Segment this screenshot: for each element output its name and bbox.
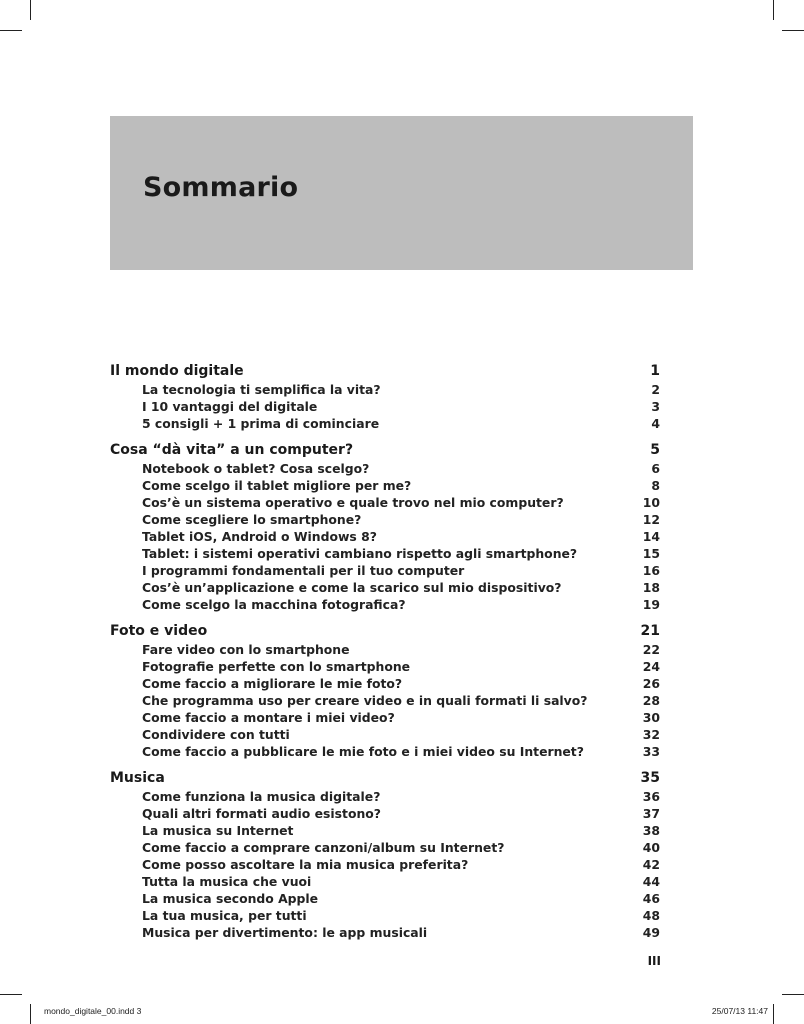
section-gap bbox=[110, 760, 660, 769]
toc-entry[interactable] bbox=[110, 545, 660, 562]
crop-mark-bottom-left-h bbox=[0, 994, 22, 995]
toc-entry[interactable] bbox=[110, 924, 660, 941]
toc-entry[interactable] bbox=[110, 743, 660, 760]
entry-title: Come scelgo il tablet migliore per me? bbox=[142, 478, 412, 493]
entry-title: Che programma uso per creare video e in quali formati li salvo? bbox=[142, 693, 588, 708]
entry-title: Come faccio a comprare canzoni/album su Internet? bbox=[142, 840, 505, 855]
footer-datetime: 25/07/13 11:47 bbox=[711, 1006, 768, 1016]
chapter-page-number: 5 bbox=[650, 442, 660, 458]
entry-page-number: 14 bbox=[642, 529, 660, 544]
entry-title: Musica per divertimento: le app musicali bbox=[142, 925, 428, 940]
toc-entry[interactable] bbox=[110, 477, 660, 494]
entry-page-number: 3 bbox=[651, 399, 660, 414]
entry-page-number: 42 bbox=[642, 857, 660, 872]
table-of-contents bbox=[110, 362, 660, 941]
entry-title: Cos’è un’applicazione e come la scarico sul mio dispositivo? bbox=[142, 580, 562, 595]
toc-entry[interactable] bbox=[110, 907, 660, 924]
entry-title: I 10 vantaggi del digitale bbox=[142, 399, 318, 414]
entry-page-number: 37 bbox=[642, 806, 660, 821]
entry-page-number: 12 bbox=[642, 512, 660, 527]
entry-page-number: 44 bbox=[642, 874, 660, 889]
entry-page-number: 19 bbox=[642, 597, 660, 612]
chapter-title: Cosa “dà vita” a un computer? bbox=[110, 442, 354, 458]
chapter-title: Musica bbox=[110, 770, 165, 786]
entry-page-number: 16 bbox=[642, 563, 660, 578]
entry-title: Fotografie perfette con lo smartphone bbox=[142, 659, 411, 674]
entry-page-number: 49 bbox=[642, 925, 660, 940]
toc-entry[interactable] bbox=[110, 873, 660, 890]
entry-page-number: 28 bbox=[642, 693, 660, 708]
toc-entry[interactable] bbox=[110, 822, 660, 839]
entry-title: Tablet: i sistemi operativi cambiano rispetto agli smartphone? bbox=[142, 546, 578, 561]
toc-section bbox=[110, 769, 660, 941]
entry-page-number: 40 bbox=[642, 840, 660, 855]
chapter-page-number: 1 bbox=[650, 363, 660, 379]
entry-page-number: 18 bbox=[642, 580, 660, 595]
entry-page-number: 38 bbox=[642, 823, 660, 838]
toc-entry[interactable] bbox=[110, 675, 660, 692]
toc-chapter[interactable] bbox=[110, 362, 660, 381]
entry-title: Condividere con tutti bbox=[142, 727, 290, 742]
chapter-page-number: 35 bbox=[640, 770, 660, 786]
entry-title: La musica secondo Apple bbox=[142, 891, 319, 906]
entry-title: Tablet iOS, Android o Windows 8? bbox=[142, 529, 377, 544]
toc-entry[interactable] bbox=[110, 579, 660, 596]
entry-title: Come scegliere lo smartphone? bbox=[142, 512, 362, 527]
entry-page-number: 10 bbox=[642, 495, 660, 510]
toc-entry[interactable] bbox=[110, 641, 660, 658]
entry-title: Come faccio a montare i miei video? bbox=[142, 710, 395, 725]
crop-mark-top-left bbox=[30, 0, 31, 20]
entry-title: I programmi fondamentali per il tuo computer bbox=[142, 563, 465, 578]
entry-title: Fare video con lo smartphone bbox=[142, 642, 350, 657]
toc-entry[interactable] bbox=[110, 460, 660, 477]
entry-page-number: 2 bbox=[651, 382, 660, 397]
toc-section bbox=[110, 441, 660, 613]
chapter-page-number: 21 bbox=[640, 623, 660, 639]
toc-entry[interactable] bbox=[110, 788, 660, 805]
entry-page-number: 30 bbox=[642, 710, 660, 725]
entry-title: Come faccio a migliorare le mie foto? bbox=[142, 676, 403, 691]
footer-filename: mondo_digitale_00.indd 3 bbox=[44, 1006, 142, 1016]
entry-page-number: 8 bbox=[651, 478, 660, 493]
section-gap bbox=[110, 432, 660, 441]
page-number: III bbox=[647, 954, 661, 968]
crop-mark-top-left-h bbox=[0, 30, 22, 31]
entry-title: Tutta la musica che vuoi bbox=[142, 874, 312, 889]
title-band bbox=[110, 116, 693, 270]
entry-page-number: 6 bbox=[651, 461, 660, 476]
entry-page-number: 36 bbox=[642, 789, 660, 804]
entry-title: Come faccio a pubblicare le mie foto e i miei video su Internet? bbox=[142, 744, 584, 759]
entry-page-number: 4 bbox=[651, 416, 660, 431]
toc-entry[interactable] bbox=[110, 726, 660, 743]
entry-title: Come funziona la musica digitale? bbox=[142, 789, 381, 804]
toc-entry[interactable] bbox=[110, 658, 660, 675]
toc-entry[interactable] bbox=[110, 839, 660, 856]
entry-page-number: 48 bbox=[642, 908, 660, 923]
entry-title: Come posso ascoltare la mia musica preferita? bbox=[142, 857, 469, 872]
toc-entry[interactable] bbox=[110, 596, 660, 613]
toc-entry[interactable] bbox=[110, 890, 660, 907]
entry-page-number: 15 bbox=[642, 546, 660, 561]
entry-page-number: 46 bbox=[642, 891, 660, 906]
entry-title: La tecnologia ti semplifica la vita? bbox=[142, 382, 381, 397]
chapter-title: Foto e video bbox=[110, 623, 208, 639]
crop-mark-bottom-right bbox=[773, 1004, 774, 1024]
entry-title: La musica su Internet bbox=[142, 823, 294, 838]
entry-page-number: 22 bbox=[642, 642, 660, 657]
toc-entry[interactable] bbox=[110, 511, 660, 528]
toc-chapter[interactable] bbox=[110, 769, 660, 788]
entry-page-number: 32 bbox=[642, 727, 660, 742]
chapter-title: Il mondo digitale bbox=[110, 363, 244, 379]
crop-mark-bottom-right-h bbox=[782, 994, 804, 995]
crop-mark-top-right-h bbox=[782, 30, 804, 31]
entry-title: Notebook o tablet? Cosa scelgo? bbox=[142, 461, 370, 476]
entry-page-number: 26 bbox=[642, 676, 660, 691]
crop-mark-bottom-left bbox=[30, 1004, 31, 1024]
toc-entry[interactable] bbox=[110, 415, 660, 432]
toc-entry[interactable] bbox=[110, 856, 660, 873]
toc-section bbox=[110, 622, 660, 760]
page-title: Sommario bbox=[143, 172, 299, 203]
toc-entry[interactable] bbox=[110, 692, 660, 709]
toc-entry[interactable] bbox=[110, 805, 660, 822]
toc-entry[interactable] bbox=[110, 562, 660, 579]
toc-entry[interactable] bbox=[110, 494, 660, 511]
entry-title: 5 consigli + 1 prima di cominciare bbox=[142, 416, 380, 431]
entry-page-number: 33 bbox=[642, 744, 660, 759]
entry-title: La tua musica, per tutti bbox=[142, 908, 307, 923]
entry-title: Quali altri formati audio esistono? bbox=[142, 806, 381, 821]
entry-title: Come scelgo la macchina fotografica? bbox=[142, 597, 406, 612]
toc-entry[interactable] bbox=[110, 528, 660, 545]
crop-mark-top-right bbox=[773, 0, 774, 20]
toc-entry[interactable] bbox=[110, 381, 660, 398]
toc-section bbox=[110, 362, 660, 432]
toc-entry[interactable] bbox=[110, 709, 660, 726]
toc-chapter[interactable] bbox=[110, 622, 660, 641]
toc-chapter[interactable] bbox=[110, 441, 660, 460]
toc-entry[interactable] bbox=[110, 398, 660, 415]
entry-title: Cos’è un sistema operativo e quale trovo nel mio computer? bbox=[142, 495, 564, 510]
entry-page-number: 24 bbox=[642, 659, 660, 674]
section-gap bbox=[110, 613, 660, 622]
